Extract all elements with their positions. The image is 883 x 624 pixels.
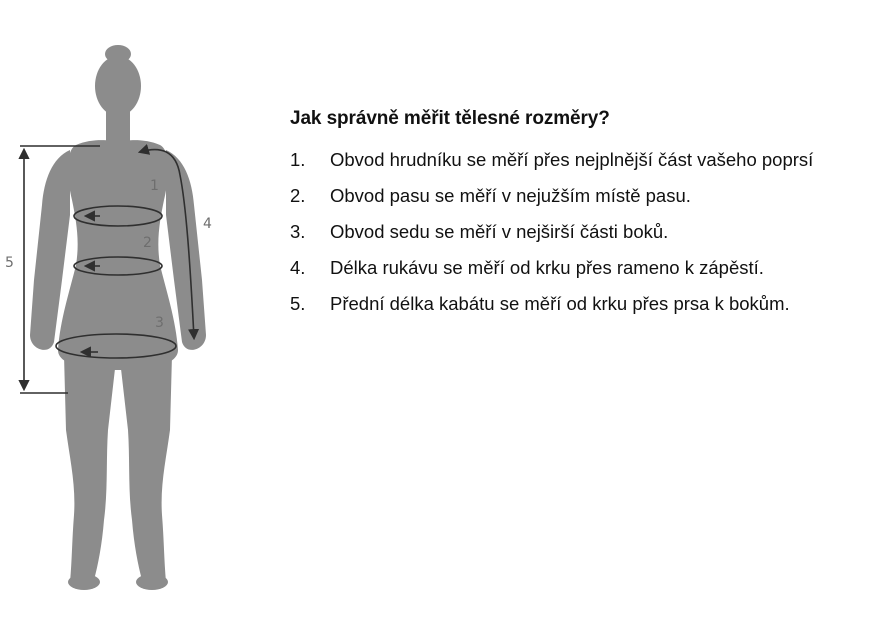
chest-label: 1 (150, 178, 159, 194)
list-item-number: 5. (290, 293, 306, 314)
list-item (290, 222, 880, 258)
list-item-number: 4. (290, 257, 306, 278)
hips-label: 3 (155, 315, 164, 331)
list-item-text: Obvod sedu se měří v nejširší části boků. (330, 221, 669, 242)
body-measurement-figure (0, 0, 240, 624)
instructions-list (290, 150, 880, 330)
list-item (290, 186, 880, 222)
list-item-number: 3. (290, 221, 306, 242)
waist-label: 2 (143, 235, 152, 251)
list-item-number: 1. (290, 149, 306, 170)
list-item (290, 294, 880, 330)
list-item-text: Obvod hrudníku se měří přes nejplnější část vašeho poprsí (330, 149, 814, 170)
instructions-title: Jak správně měřit tělesné rozměry? (290, 108, 610, 129)
sleeve-label: 4 (203, 216, 212, 232)
front-length-label: 5 (5, 255, 14, 271)
list-item (290, 150, 880, 186)
body-silhouette (30, 45, 206, 590)
list-item-text: Délka rukávu se měří od krku přes rameno k zápěstí. (330, 257, 764, 278)
list-item-text: Přední délka kabátu se měří od krku přes prsa k bokům. (330, 293, 790, 314)
list-item-text: Obvod pasu se měří v nejužším místě pasu. (330, 185, 691, 206)
list-item (290, 258, 880, 294)
measurement-instructions (290, 108, 880, 330)
list-item-number: 2. (290, 185, 306, 206)
